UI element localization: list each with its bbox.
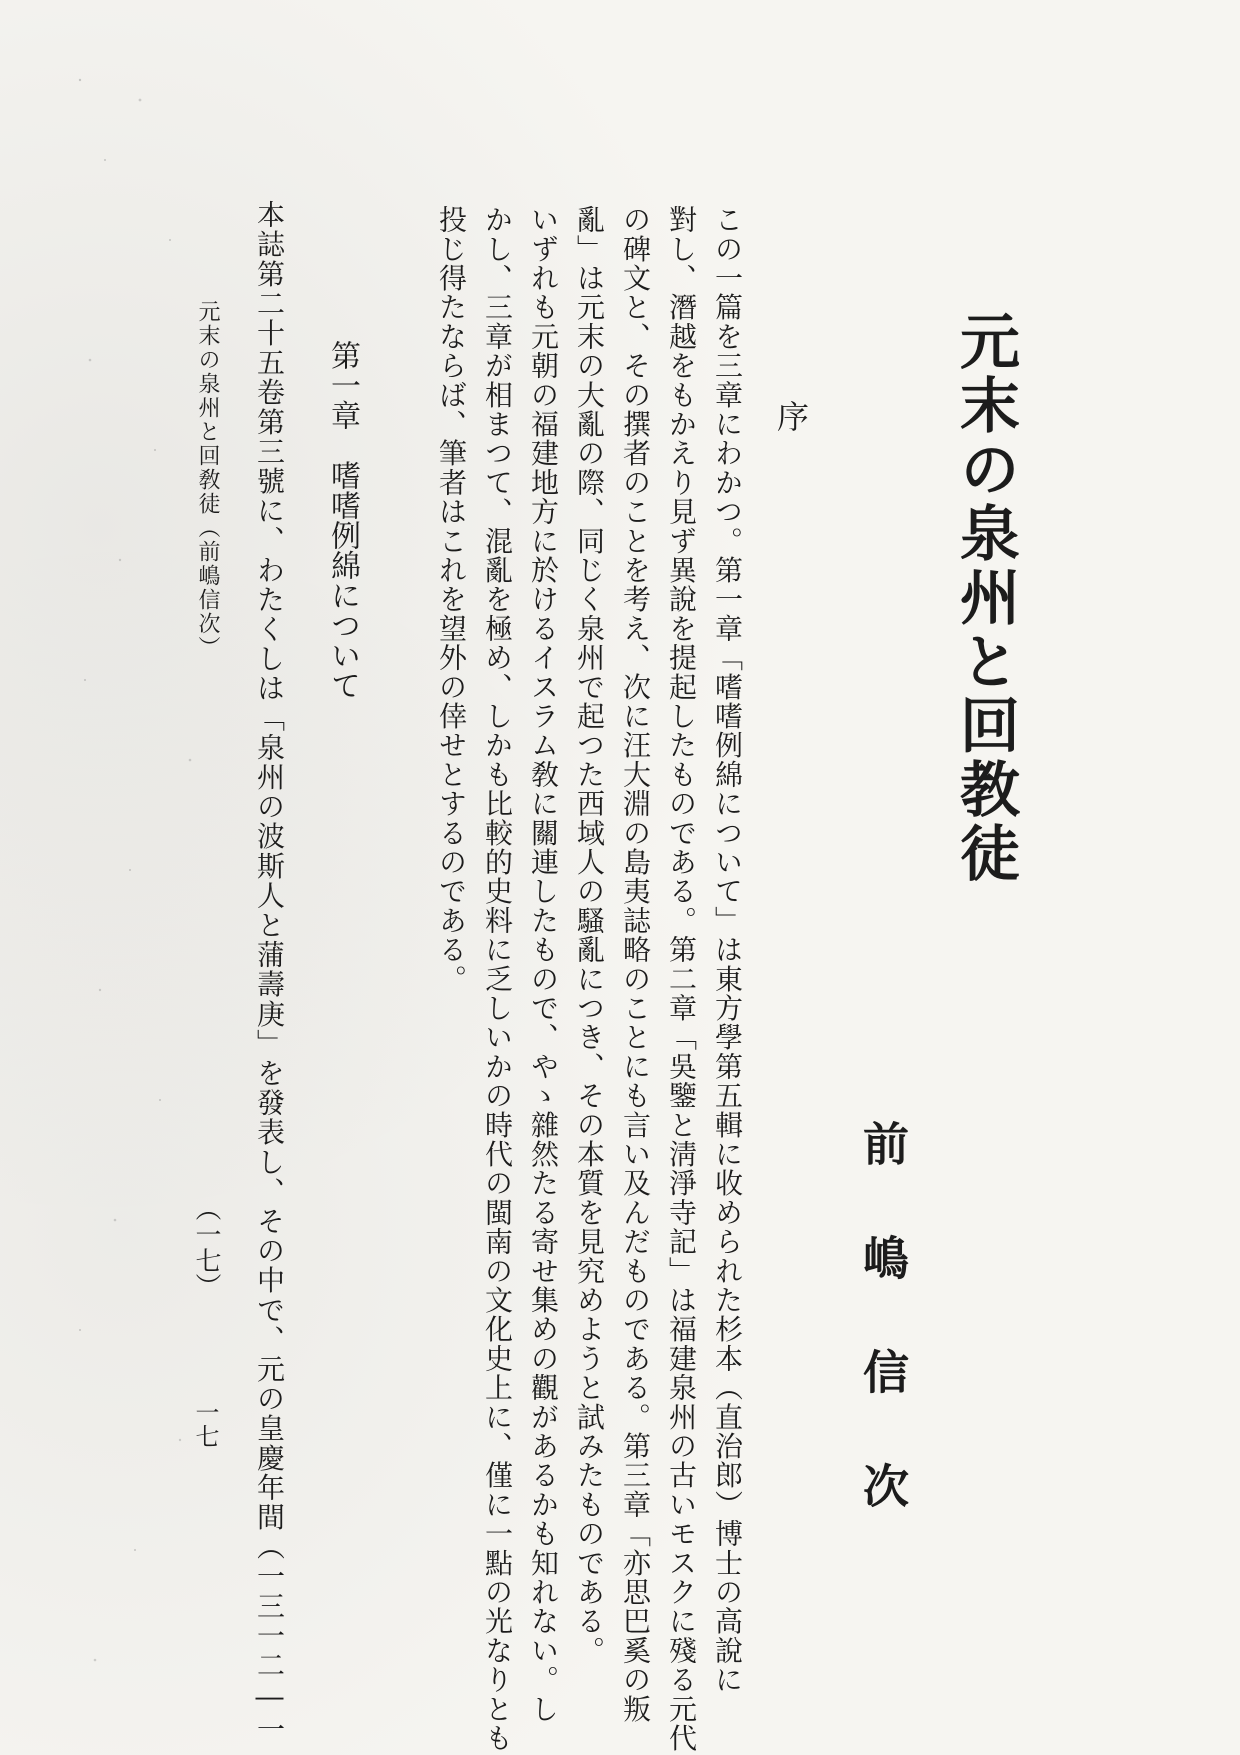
chapter-heading: 第一章 嗜嗜例綿について: [325, 340, 360, 700]
author-name: 前嶋信次: [856, 1120, 910, 1576]
preface-line: この一篇を三章にわかつ。第一章「嗜嗜例綿について」は東方學第五輯に收められた杉本（直治郎）博士の高說に: [711, 205, 744, 1695]
preface-line: の碑文と、その撰者のことを考え、次に汪大淵の島夷誌略のことにも言い及んだものである。第三章「亦思巴奚の叛: [619, 205, 652, 1724]
chapter-body-line: 本誌第二十五卷第三號に、わたくしは「泉州の波斯人と蒲壽庚」を發表し、その中で、元の皇慶年間（一三一二―一: [253, 200, 286, 1745]
running-title: 元末の泉州と回敎徒（前嶋信次）: [195, 300, 220, 660]
preface-line: 投じ得たならば、筆者はこれを望外の倖せとするのである。: [435, 205, 468, 994]
scan-noise-decoration: [60, 40, 220, 1720]
preface-heading: 序: [772, 400, 810, 432]
page-number: 一七: [191, 1400, 219, 1448]
article-title: 元末の泉州と回教徒: [950, 310, 1020, 886]
preface-line: かし、三章が相まつて、混亂を極め、しかも比較的史料に乏しいかの時代の閩南の文化史上に、僅に一點の光なりとも: [481, 205, 514, 1753]
preface-line: 亂」は元末の大亂の際、同じく泉州で起つた西域人の騷亂につき、その本質を見究めようと試みたものである。: [573, 205, 606, 1665]
preface-line: いずれも元朝の福建地方に於けるイスラム敎に關連したもので、やゝ雜然たる寄せ集めの觀があるかも知れない。し: [527, 205, 560, 1724]
page-number-parenthesized: （一七）: [191, 1195, 221, 1299]
preface-line: 對し、潛越をもかえり見ず異說を提起したものである。第二章「吳鑒と淸淨寺記」は福建泉州の古いモスクに殘る元代: [665, 205, 698, 1753]
